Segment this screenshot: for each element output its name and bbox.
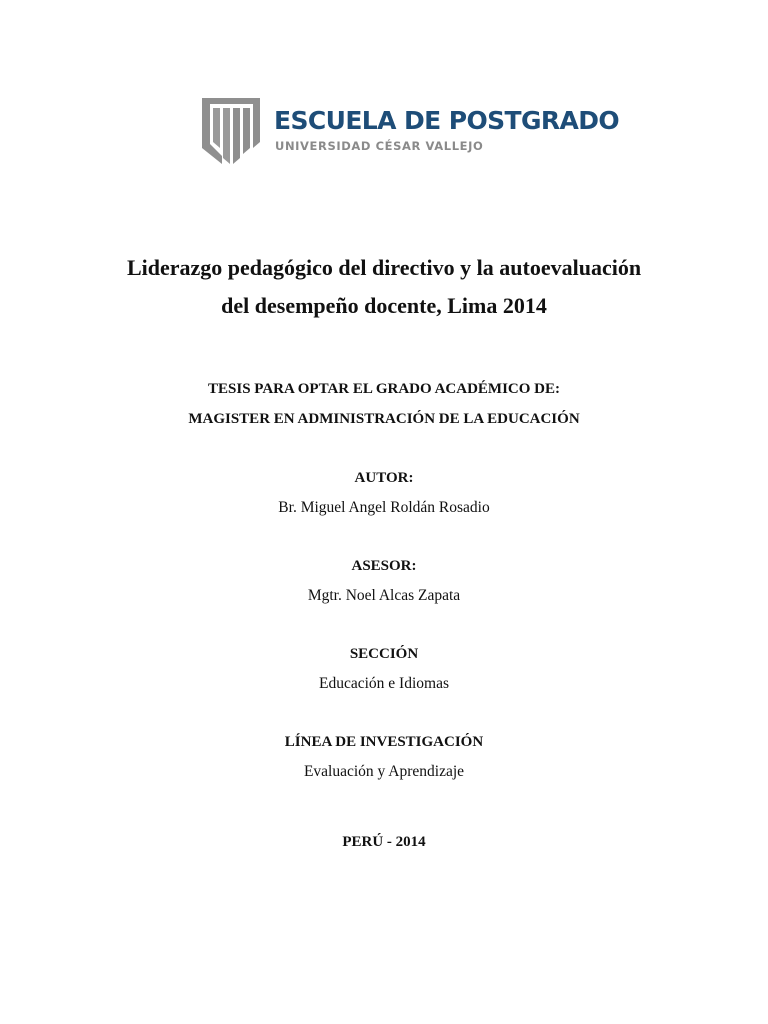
author-label: AUTOR: [354,470,414,486]
research-line-value: Evaluación y Aprendizaje [303,763,465,780]
research-line-label: LÍNEA DE INVESTIGACIÓN [284,734,484,750]
logo-subtitle: UNIVERSIDAD CÉSAR VALLEJO [275,139,484,153]
degree-line-1: TESIS PARA OPTAR EL GRADO ACADÉMICO DE: [208,381,560,397]
university-shield-icon [202,98,262,166]
advisor-name: Mgtr. Noel Alcas Zapata [307,587,461,604]
section-label: SECCIÓN [349,646,419,662]
university-logo [202,98,620,168]
author-name: Br. Miguel Angel Roldán Rosadio [278,499,490,516]
thesis-title-line-1: Liderazgo pedagógico del directivo y la autoevaluación [126,255,642,280]
section-value: Educación e Idiomas [319,675,449,692]
advisor-label: ASESOR: [351,558,417,574]
thesis-title-line-2: del desempeño docente, Lima 2014 [221,293,547,318]
logo-title: ESCUELA DE POSTGRADO [274,106,620,135]
degree-line-2: MAGISTER EN ADMINISTRACIÓN DE LA EDUCACIÓN [188,411,580,427]
place-year: PERÚ - 2014 [342,834,426,850]
